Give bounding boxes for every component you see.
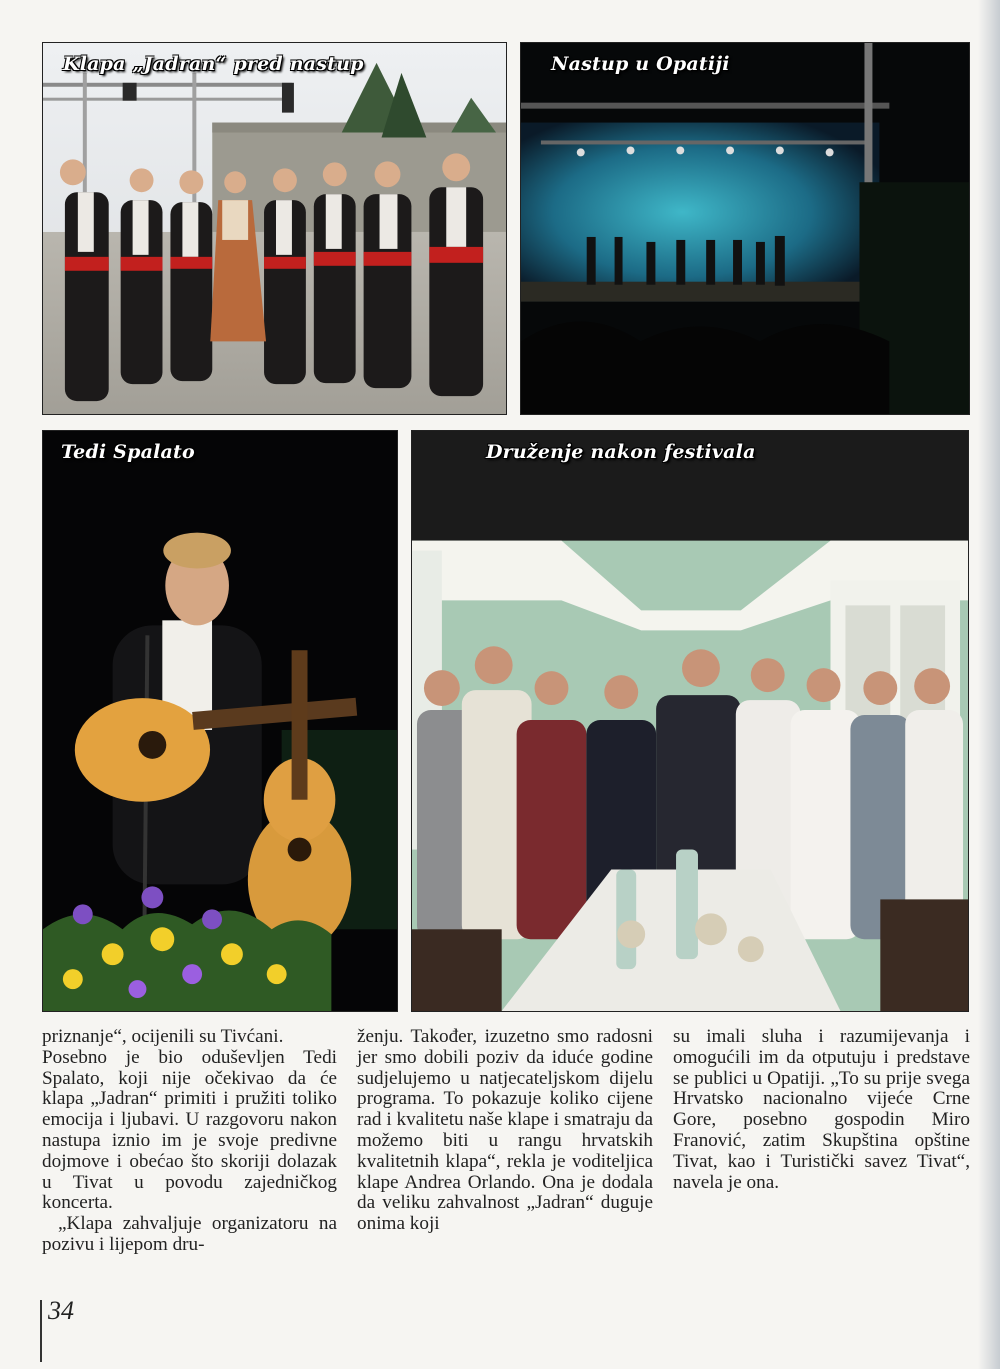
photo-caption: Nastup u Opatiji xyxy=(551,53,730,75)
photo-caption: Klapa „Jadran“ pred nastup xyxy=(63,53,364,75)
article-column-3 xyxy=(673,1027,970,1193)
page-number-rule xyxy=(40,1300,42,1362)
article-paragraph: ženju. Također, izuzetno smo radosni jer smo dobili poziv da iduće godine sudjelujemo u natjecateljskom dijelu programa. To pokazuje koliko cijene rad i kvalitetu naše klape i smatraju da možemo biti u rangu hrvatskih kvalitetnih klapa“, rekla je voditeljica klape Andrea Orlando. Ona je dodala da veliku zahvalnost „Jadran“ duguje onima koji xyxy=(357,1026,653,1235)
article-paragraph: Posebno je bio oduševljen Tedi Spalato, koji nije očekivao da će klapa „Jadran“ primiti i pružiti toliko emocija i ljubavi. U razgovoru nakon nastupa iznio im je svoje predivne dojmove i obećao što skoriji dolazak u Tivat u povodu zajedničkog koncerta. xyxy=(42,1046,337,1214)
article-paragraph: „Klapa zahvaljuje organizatoru na pozivu i lijepom dru- xyxy=(42,1213,337,1255)
stage-photo-illustration xyxy=(521,43,969,414)
guitarist-photo-illustration xyxy=(43,431,397,1011)
photo-caption: Tedi Spalato xyxy=(61,441,195,463)
photo-performance-opatija xyxy=(520,42,970,415)
article-paragraph: priznanje“, ocijenili su Tivćani. xyxy=(42,1026,284,1047)
article-column-2 xyxy=(357,1027,653,1235)
article-column-1 xyxy=(42,1027,337,1256)
photo-gathering-after-festival xyxy=(411,430,969,1012)
photo-choir-before-performance xyxy=(42,42,507,415)
photo-caption: Druženje nakon festivala xyxy=(486,441,756,463)
page-edge-shadow xyxy=(978,0,1000,1369)
gathering-photo-illustration xyxy=(412,431,968,1011)
page-number: 34 xyxy=(48,1296,74,1325)
article-paragraph: su imali sluha i razumijevanja i omogućili im da otputuju i predstave se publici u Opatiji. „To su prije svega Hrvatsko nacionalno vijeće Crne Gore, posebno gospodin Miro Franović, zatim Skupština opštine Tivat, kao i Turistički savez Tivat“, navela je ona. xyxy=(673,1026,970,1193)
choir-photo-illustration xyxy=(43,43,506,414)
photo-tedi-spalato xyxy=(42,430,398,1012)
